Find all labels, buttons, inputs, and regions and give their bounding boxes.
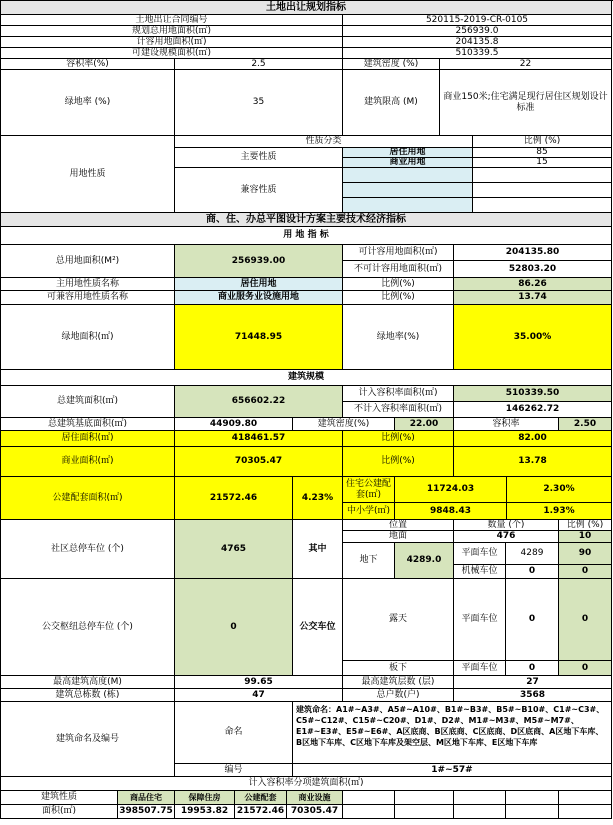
parking-total: 4765 (175, 520, 293, 579)
max-height-label: 最高建筑高度(M) (0, 676, 175, 689)
items-col-3: 公建配套 (235, 791, 287, 805)
items-col-2: 保障住房 (175, 791, 235, 805)
use-ratio-label: 比例 (%) (473, 136, 612, 148)
under-label: 地下 (343, 543, 395, 579)
com-area: 70305.47 (175, 447, 343, 477)
main-use: 居住用地 (343, 148, 473, 158)
bus-open-qty: 0 (506, 579, 559, 661)
empty-cell (473, 168, 612, 183)
bus-under-qty: 0 (506, 661, 559, 676)
items-val-3: 21572.46 (235, 805, 287, 819)
land-density-label: 建筑密度 (%) (343, 59, 440, 70)
plan-compat-ratio-label: 比例(%) (343, 291, 454, 305)
plan-total-area: 256939.00 (175, 245, 343, 278)
build-nonfar-label: 不计入容积率面积(㎡) (343, 402, 454, 418)
plan-green-area-label: 绿地面积(㎡) (0, 305, 175, 370)
naming-section-label: 建筑命名及编号 (0, 702, 175, 777)
land-far: 2.5 (175, 59, 343, 70)
plan-main-ratio-label: 比例(%) (343, 278, 454, 291)
plan-main-ratio: 86.26 (454, 278, 612, 291)
bus-under-label: 板下 (343, 661, 454, 676)
ground-pct: 10 (559, 531, 612, 543)
plan-compat-ratio: 13.74 (454, 291, 612, 305)
com-ratio: 13.78 (454, 447, 612, 477)
household-count: 3568 (454, 689, 612, 702)
main-use-label: 主要性质 (175, 148, 343, 168)
land-build-area-label: 可建设规模面积(㎡) (0, 48, 343, 59)
bus-open-flat: 平面车位 (454, 579, 506, 661)
build-nonfar: 146262.72 (454, 402, 612, 418)
empty-cell (395, 805, 454, 819)
build-plot-label: 容积率 (454, 418, 559, 431)
respub-area: 11724.03 (395, 477, 507, 503)
land-green-label: 绿地率 (%) (0, 70, 175, 136)
empty-cell (343, 198, 473, 213)
items-nature-label: 建筑性质 (0, 791, 118, 805)
land-total-area-label: 规划总用地面积(㎡) (0, 26, 343, 37)
plan-title: 商、住、办总平图设计方案主要技术经济指标 (0, 213, 612, 227)
plan-main-use-label: 主用地性质名称 (0, 278, 175, 291)
items-title: 计入容积率分项建筑面积(㎡) (0, 777, 612, 791)
plan-compat-use-label: 可兼容用地性质名称 (0, 291, 175, 305)
build-density-label: 建筑密度(%) (293, 418, 395, 431)
plan-main-use: 居住用地 (175, 278, 343, 291)
school-area: 9848.43 (395, 503, 507, 520)
build-far: 510339.50 (454, 386, 612, 402)
contract-no: 520115-2019-CR-0105 (343, 15, 612, 26)
plan-green-rate: 35.00% (454, 305, 612, 370)
building-count-label: 建筑总栋数 (栋) (0, 689, 175, 702)
pos-label: 位置 (343, 520, 454, 531)
build-total-label: 总建筑面积(㎡) (0, 386, 175, 418)
build-plot: 2.50 (559, 418, 612, 431)
land-build-area: 510339.5 (343, 48, 612, 59)
max-floor-label: 最高建筑层数 (层) (343, 676, 454, 689)
building-count: 47 (175, 689, 343, 702)
empty-cell (343, 805, 395, 819)
pub-area-label: 公建配套面积(㎡) (0, 477, 175, 520)
plan-green-area: 71448.95 (175, 305, 343, 370)
bus-open-label: 露天 (343, 579, 454, 661)
land-total-area: 256939.0 (343, 26, 612, 37)
land-height-label: 建筑限高 (M) (343, 70, 440, 136)
build-density: 22.00 (395, 418, 454, 431)
parking-among: 其中 (293, 520, 343, 579)
building-code: 1#~57# (293, 764, 612, 777)
build-base-label: 总建筑基底面积(㎡) (0, 418, 175, 431)
build-total: 656602.22 (175, 386, 343, 418)
bus-under-pct: 0 (559, 661, 612, 676)
respub-pct: 2.30% (507, 477, 612, 503)
ground-qty: 476 (454, 531, 559, 543)
plan-total-area-label: 总用地面积(M²) (0, 245, 175, 278)
items-col-1: 商品住宅 (118, 791, 175, 805)
empty-cell (395, 791, 454, 805)
school-label: 中小学(㎡) (343, 503, 395, 520)
plan-green-rate-label: 绿地率(%) (343, 305, 454, 370)
res-area-label: 居住面积(㎡) (0, 431, 175, 447)
bus-label: 公交枢纽总停车位 (个) (0, 579, 175, 676)
items-col-4: 商业设施 (287, 791, 343, 805)
empty-cell (343, 791, 395, 805)
empty-cell (506, 791, 559, 805)
parking-label: 社区总停车位 (个) (0, 520, 175, 579)
com-area-label: 商业面积(㎡) (0, 447, 175, 477)
empty-cell (343, 168, 473, 183)
school-pct: 1.93% (507, 503, 612, 520)
land-indicator-subtitle: 用 地 指 标 (0, 227, 612, 245)
compat-use-label: 兼容性质 (175, 168, 343, 213)
qty-label: 数量 (个) (454, 520, 559, 531)
build-subtitle: 建筑规模 (0, 370, 612, 386)
land-use-label: 用地性质 (0, 136, 175, 213)
pub-pct: 4.23% (293, 477, 343, 520)
flat-qty: 4289 (506, 543, 559, 565)
empty-cell (506, 805, 559, 819)
land-green: 35 (175, 70, 343, 136)
empty-cell (454, 805, 506, 819)
flat-label: 平面车位 (454, 543, 506, 565)
bus-total: 0 (175, 579, 293, 676)
under-qty: 4289.0 (395, 543, 454, 579)
land-far-area-label: 计容用地面积(㎡) (0, 37, 343, 48)
empty-cell (559, 791, 612, 805)
empty-cell (473, 183, 612, 198)
contract-no-label: 土地出让合同编号 (0, 15, 343, 26)
plan-far-area-label: 可计容用地面积(㎡) (343, 245, 454, 261)
flat-pct: 90 (559, 543, 612, 565)
res-ratio: 82.00 (454, 431, 612, 447)
bus-under-flat: 平面车位 (454, 661, 506, 676)
pub-area: 21572.46 (175, 477, 293, 520)
compat-use: 商业用地 (343, 158, 473, 168)
plan-compat-use: 商业服务业设施用地 (175, 291, 343, 305)
items-val-4: 70305.47 (287, 805, 343, 819)
res-area: 418461.57 (175, 431, 343, 447)
plan-nonfar-area-label: 不可计容用地面积(㎡) (343, 261, 454, 278)
mech-pct: 0 (559, 565, 612, 579)
build-far-label: 计入容积率面积(㎡) (343, 386, 454, 402)
plan-nonfar-area: 52803.20 (454, 261, 612, 278)
bus-kind: 公交车位 (293, 579, 343, 676)
mech-qty: 0 (506, 565, 559, 579)
max-height: 99.65 (175, 676, 343, 689)
land-height: 商业150米;住宅满足现行居住区规划设计标准 (440, 70, 612, 136)
items-area-label: 面积(㎡) (0, 805, 118, 819)
pct-label: 比例 (%) (559, 520, 612, 531)
com-ratio-label: 比例(%) (343, 447, 454, 477)
main-ratio: 85 (473, 148, 612, 158)
items-val-1: 398507.75 (118, 805, 175, 819)
land-far-area: 204135.8 (343, 37, 612, 48)
mech-label: 机械车位 (454, 565, 506, 579)
empty-cell (343, 183, 473, 198)
land-density: 22 (440, 59, 612, 70)
household-label: 总户数(户) (343, 689, 454, 702)
compat-ratio: 15 (473, 158, 612, 168)
res-ratio-label: 比例(%) (343, 431, 454, 447)
items-val-2: 19953.82 (175, 805, 235, 819)
empty-cell (473, 198, 612, 213)
use-class-label: 性质分类 (175, 136, 473, 148)
ground-label: 地面 (343, 531, 454, 543)
respub-label: 住宅公建配套(㎡) (343, 477, 395, 503)
max-floor: 27 (454, 676, 612, 689)
land-far-label: 容积率(%) (0, 59, 175, 70)
naming-text: 建筑命名：A1#~A3#、A5#~A10#、B1#~B3#、B5#~B10#、C1#~C3#、C5#~C12#、C15#~C20#、D1#、D2#、M1#~M3#、M5#~M7#、E1#~E3#、E5#~E6#、A区底商、B区底商、C区底商、D区底商、A区地下车库、B区地下车库、C区地下车库及架空层、M区地下车库、E区地下车库 (293, 702, 612, 764)
plan-far-area: 204135.80 (454, 245, 612, 261)
code-label: 编号 (175, 764, 293, 777)
empty-cell (454, 791, 506, 805)
bus-open-pct: 0 (559, 579, 612, 661)
build-base: 44909.80 (175, 418, 293, 431)
naming-label: 命名 (175, 702, 293, 764)
land-title: 土地出让规划指标 (1, 1, 612, 15)
empty-cell (559, 805, 612, 819)
